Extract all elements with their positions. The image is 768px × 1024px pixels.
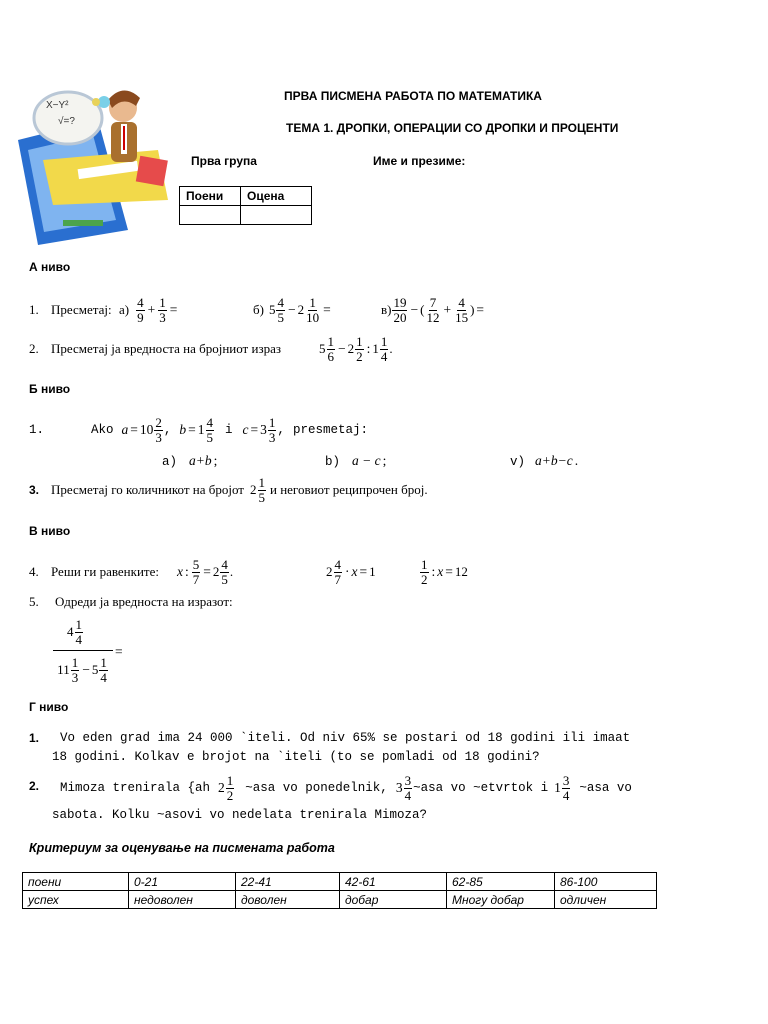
task-b1: 1. Ako a = 10 2 3 , b = 1 4 5 i c = 3 1 3 , presmetaj: <box>29 414 368 445</box>
table-cell: 62-85 <box>447 873 555 891</box>
table-cell: одличен <box>555 891 657 909</box>
fraction: 1 5 <box>258 474 265 505</box>
fraction: 4 9 <box>137 294 144 325</box>
level-a-heading: А ниво <box>29 260 71 274</box>
fraction: 3 4 <box>562 772 570 803</box>
name-label: Име и презиме: <box>373 154 466 168</box>
task-a1-v: в) 19 20 − ( 7 12 + $\frac{4}{15}$ ) = <box>381 294 485 325</box>
task-a1: 1. Пресметај: а) 4 9 + $\frac{1}{3}$ = <box>29 294 178 325</box>
task-v4-eq2: 2 4 7 · x = 1 <box>326 556 376 587</box>
fraction: 4 5 <box>221 556 228 587</box>
level-g-heading: Г ниво <box>29 700 69 714</box>
fraction: 3 4 <box>404 772 412 803</box>
score-grade-cell[interactable] <box>241 206 312 225</box>
fraction: 1 2 <box>421 556 428 587</box>
task-b1-part-a: а) a+b ; <box>162 453 218 469</box>
table-cell: поени <box>23 873 129 891</box>
level-v-heading: В ниво <box>29 524 71 538</box>
score-table <box>179 186 312 225</box>
task-a1-label: Пресметај: <box>51 302 112 317</box>
score-points-cell[interactable] <box>180 206 241 225</box>
complex-fraction: 4 1 4 11 1 3 − 5 1 4 = <box>53 614 125 689</box>
task-b3: 3. Пресметај го количникот на бројот 2 1 5 и неговиот реципрочен број. <box>29 474 428 505</box>
fraction: 1 3 <box>268 414 276 445</box>
page-title: ПРВА ПИСМЕНА РАБОТА ПО МАТЕМАТИКА <box>284 89 542 103</box>
fraction: 1 4 <box>380 333 388 364</box>
task-b3-number: 3. <box>29 483 40 497</box>
fraction: 1 4 <box>75 616 82 647</box>
task-g2-number: 2. <box>29 779 40 793</box>
task-v4-eq3: 1 2 : x = 12 <box>421 556 468 587</box>
fraction: 4 5 <box>206 414 214 445</box>
fraction: 1 6 <box>327 333 334 364</box>
table-cell: добар <box>340 891 447 909</box>
fraction: 1 4 <box>100 654 107 685</box>
task-a2-label: Пресметај ја вредноста на бројниот израз <box>51 341 281 356</box>
student-thinking-clipart <box>8 80 178 250</box>
group-label: Прва група <box>191 154 257 168</box>
topic-title: ТЕМА 1. ДРОПКИ, ОПЕРАЦИИ СО ДРОПКИ И ПРОЦЕНТИ <box>286 121 619 135</box>
task-a1-part-b: б) <box>253 302 264 317</box>
board-text-1: X−Y² <box>46 100 69 111</box>
score-grade-header: Оцена <box>241 187 312 206</box>
table-cell: доволен <box>236 891 340 909</box>
table-cell: недоволен <box>129 891 236 909</box>
task-a1-b: б) 5 4 5 − 2 $\frac{1}{10}$ = <box>253 294 331 325</box>
board-text-2: √=? <box>58 116 75 127</box>
fraction: $\frac{5}{7}$ <box>192 556 200 587</box>
fraction: 7 12 <box>426 294 440 325</box>
task-g2-line2: sabota. Kolku ~asovi vo nedelata trenirala Mimoza? <box>52 808 428 822</box>
table-cell: успех <box>23 891 129 909</box>
criteria-title: Критериум за оценување на писмената работа <box>29 841 335 855</box>
fraction: $\frac{1}{10}$ <box>306 294 320 325</box>
task-b1-number: 1. <box>29 423 45 437</box>
fraction: 1 3 <box>71 654 79 685</box>
task-a2-number: 2. <box>29 341 39 356</box>
table-cell: 0-21 <box>129 873 236 891</box>
task-a2: 2. Пресметај ја вредноста на бројниот израз 5 1 6 − 2 1 2 : 1 1 4 . <box>29 333 393 364</box>
task-a1-part-a: а) <box>119 302 130 317</box>
task-a1-number: 1. <box>29 302 39 317</box>
fraction: 1 2 <box>356 333 363 364</box>
task-g1-number: 1. <box>29 731 40 745</box>
score-points-header: Поени <box>180 187 241 206</box>
table-cell: 22-41 <box>236 873 340 891</box>
task-g1-line1: Vo eden grad ima 24 000 `iteli. Od niv 65% se postari od 18 godini ili imaat <box>60 731 631 745</box>
fraction: 4 7 <box>334 556 341 587</box>
table-cell: 42-61 <box>340 873 447 891</box>
table-cell: Многу добар <box>447 891 555 909</box>
task-v4: 4. Реши ги равенките: x : $\frac{5}{7}$ = 2 4 5 . <box>29 556 234 587</box>
task-b1-part-v: v) a+b−c . <box>510 453 579 469</box>
task-a1-part-v: в) <box>381 302 392 317</box>
fraction: $\frac{1}{3}$ <box>159 294 166 325</box>
task-b1-part-b: b) a − c ; <box>325 453 387 469</box>
fraction: 19 20 <box>393 294 407 325</box>
table-cell: 86-100 <box>555 873 657 891</box>
fraction: 1 2 <box>226 772 234 803</box>
level-b-heading: Б ниво <box>29 382 71 396</box>
task-g1-line2: 18 godini. Kolkav e brojot na `iteli (to se pomladi od 18 godini? <box>52 750 540 764</box>
task-v5: 5. Одреди ја вредноста на изразот: <box>29 594 233 609</box>
task-v4-number: 4. <box>29 564 39 579</box>
task-v5-number: 5. <box>29 594 39 609</box>
fraction: 4 5 <box>277 294 284 325</box>
task-g2-line1: Mimoza trenirala {ah 2 1 2 ~asa vo ponedelnik, 3 3 4 ~asa vo ~etvrtok i 1 3 4 ~asa vo <box>60 772 632 803</box>
criteria-table <box>22 872 657 909</box>
table-row <box>23 891 657 909</box>
table-row <box>23 873 657 891</box>
fraction: $\frac{4}{15}$ <box>455 294 469 325</box>
fraction: 2 3 <box>155 414 162 445</box>
